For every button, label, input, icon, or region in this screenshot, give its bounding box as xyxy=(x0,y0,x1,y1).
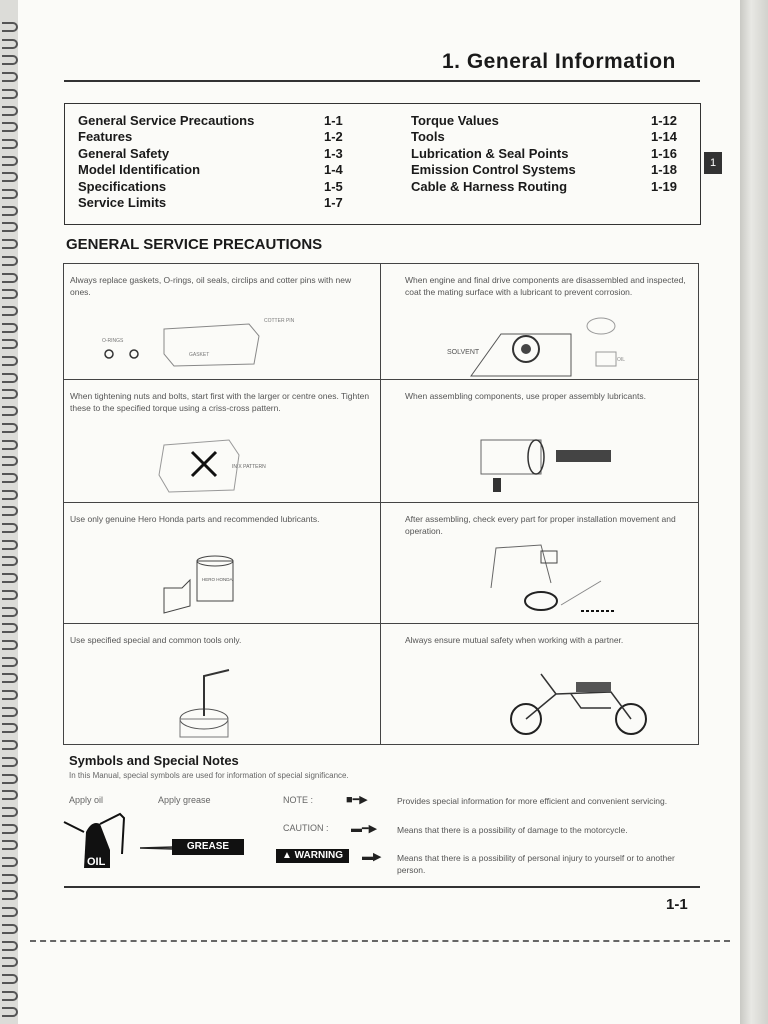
spiral-coil xyxy=(2,389,18,399)
spiral-coil xyxy=(2,573,18,583)
grease-icon: GREASE xyxy=(172,839,244,855)
precaution-text: Use specified special and common tools only. xyxy=(70,635,242,645)
symbols-title: Symbols and Special Notes xyxy=(69,753,239,768)
toc-item-page: 1-12 xyxy=(651,113,678,128)
bleed-through-line xyxy=(30,940,730,942)
spiral-coil xyxy=(2,356,18,366)
spiral-coil xyxy=(2,690,18,700)
spiral-coil xyxy=(2,189,18,199)
spiral-coil xyxy=(2,540,18,550)
precaution-cell xyxy=(64,264,381,380)
toc-item xyxy=(78,195,384,211)
toc-item-label: Torque Values xyxy=(411,113,499,128)
spiral-coil xyxy=(2,941,18,951)
spiral-coil xyxy=(2,774,18,784)
precaution-text: Always ensure mutual safety when working with a partner. xyxy=(405,635,624,645)
toc-item xyxy=(411,179,711,195)
toc-item-page: 1-1 xyxy=(324,113,343,128)
inspection-illustration xyxy=(381,503,698,623)
spiral-coil xyxy=(2,490,18,500)
precaution-text: When assembling components, use proper assembly lubricants. xyxy=(405,391,646,401)
toc-item-label: General Safety xyxy=(78,145,170,161)
spiral-coil xyxy=(2,824,18,834)
table-of-contents xyxy=(64,103,701,225)
spiral-coil xyxy=(2,172,18,182)
toc-item-label: Lubrication & Seal Points xyxy=(411,145,569,161)
special-tools-illustration xyxy=(64,624,380,744)
footer-rule xyxy=(64,886,700,888)
label-cotter-pin: COTTER PIN xyxy=(264,318,295,324)
toc-item xyxy=(78,129,384,145)
spiral-coil xyxy=(2,640,18,650)
arrow-icon: ▬▶ xyxy=(362,851,382,863)
label-oil: OIL xyxy=(617,357,626,363)
toc-item xyxy=(411,162,711,178)
toc-item xyxy=(78,113,384,129)
spiral-coil xyxy=(2,957,18,967)
spiral-coil xyxy=(2,122,18,132)
spiral-coil xyxy=(2,423,18,433)
precaution-text: After assembling, check every part for proper installation movement and operation. xyxy=(405,514,676,536)
precaution-cell xyxy=(381,380,698,503)
spiral-coil xyxy=(2,306,18,316)
toc-item-page: 1-14 xyxy=(651,129,678,145)
toc-item xyxy=(78,146,384,162)
arrow-icon: ▬━▶ xyxy=(351,823,378,835)
spiral-coil xyxy=(2,673,18,683)
toc-item-page: 1-3 xyxy=(324,145,343,161)
spiral-coil xyxy=(2,707,18,717)
note-description: Provides special information for more efficient and convenient servicing. xyxy=(397,796,668,806)
spiral-coil xyxy=(2,840,18,850)
spiral-coil xyxy=(2,156,18,166)
toc-item-page: 1-7 xyxy=(324,194,343,210)
title-rule xyxy=(64,80,700,82)
spiral-coil xyxy=(2,857,18,867)
spiral-coil xyxy=(2,39,18,49)
spiral-coil xyxy=(2,974,18,984)
spiral-coil xyxy=(2,55,18,65)
spiral-coil xyxy=(2,874,18,884)
precaution-text: Use only genuine Hero Honda parts and recommended lubricants. xyxy=(70,514,320,524)
warning-description: Means that there is a possibility of personal injury to yourself or to another person. xyxy=(397,853,675,875)
spiral-coil xyxy=(2,22,18,32)
toc-item xyxy=(78,179,384,195)
spiral-coil xyxy=(2,991,18,1001)
precaution-cell xyxy=(381,264,698,380)
spiral-coil xyxy=(2,206,18,216)
spiral-coil xyxy=(2,222,18,232)
assembly-illustration xyxy=(381,380,698,502)
spiral-coil xyxy=(2,440,18,450)
precaution-text: Always replace gaskets, O-rings, oil seals, circlips and cotter pins with new ones. xyxy=(70,275,352,297)
precaution-cell xyxy=(64,503,381,624)
spiral-coil xyxy=(2,657,18,667)
spiral-coil xyxy=(2,890,18,900)
spiral-coil xyxy=(2,807,18,817)
spiral-coil xyxy=(2,740,18,750)
toc-item xyxy=(78,162,384,178)
toc-item-page: 1-4 xyxy=(324,162,343,178)
spiral-coil xyxy=(2,924,18,934)
spiral-coil xyxy=(2,273,18,283)
spiral-coil xyxy=(2,607,18,617)
criss-cross-illustration xyxy=(64,380,380,502)
gasket-illustration xyxy=(64,264,380,379)
toc-item-page: 1-18 xyxy=(651,162,678,178)
arrow-icon: ■━▶ xyxy=(346,794,368,806)
toc-item-label: Cable & Harness Routing xyxy=(411,178,568,194)
apply-grease-label: Apply grease xyxy=(158,795,211,805)
spiral-coil xyxy=(2,406,18,416)
spiral-coil xyxy=(2,1007,18,1017)
precaution-cell xyxy=(64,624,381,744)
section-tab: 1 xyxy=(704,152,722,174)
toc-item-label: General Service Precautions xyxy=(78,113,255,128)
toc-right-column xyxy=(411,113,711,195)
spiral-coil xyxy=(2,506,18,516)
label-solvent: SOLVENT xyxy=(447,349,480,356)
spiral-coil xyxy=(2,623,18,633)
toc-item-label: Features xyxy=(78,129,133,145)
oil-can-icon xyxy=(62,810,132,870)
toc-left-column xyxy=(78,113,384,211)
spiral-coil xyxy=(2,473,18,483)
toc-item-page: 1-19 xyxy=(651,178,678,194)
spiral-coil xyxy=(2,556,18,566)
oil-can-label: OIL xyxy=(87,856,106,868)
precaution-text: When tightening nuts and bolts, start first with the larger or centre ones. Tighten these to the specified torque using a criss-cross pattern. xyxy=(70,391,370,413)
spiral-coil xyxy=(2,323,18,333)
page-stack-edge xyxy=(740,0,768,1024)
spiral-coil xyxy=(2,72,18,82)
symbols-subtitle: In this Manual, special symbols are used for information of special significance. xyxy=(69,771,349,780)
solvent-illustration xyxy=(381,264,698,379)
toc-item xyxy=(411,113,711,129)
warning-label: ▲ WARNING xyxy=(276,849,349,863)
label-gasket: GASKET xyxy=(189,352,210,358)
genuine-parts-illustration xyxy=(64,503,380,623)
toc-item-label: Tools xyxy=(411,129,445,145)
page-title: 1. General Information xyxy=(442,50,676,73)
spiral-coil xyxy=(2,723,18,733)
note-label: NOTE : xyxy=(283,795,314,805)
caution-label: CAUTION : xyxy=(283,823,329,833)
spiral-coil xyxy=(2,757,18,767)
spiral-coil xyxy=(2,790,18,800)
precaution-cell xyxy=(381,503,698,624)
spiral-coil xyxy=(2,339,18,349)
toc-item-page: 1-2 xyxy=(324,129,343,145)
spiral-coil xyxy=(2,373,18,383)
precaution-cell xyxy=(381,624,698,744)
page-number: 1-1 xyxy=(666,896,688,913)
precaution-text: When engine and final drive components are disassembled and inspected, coat the mating surface with a lubricant to prevent corrosion. xyxy=(405,275,686,297)
toc-item-label: Model Identification xyxy=(78,162,201,178)
label-x-pattern: IN X PATTERN xyxy=(232,464,266,470)
spiral-coil xyxy=(2,89,18,99)
toc-item xyxy=(411,129,711,145)
spiral-coil xyxy=(2,239,18,249)
toc-item-page: 1-16 xyxy=(651,145,678,161)
spiral-coil xyxy=(2,139,18,149)
toc-item-label: Emission Control Systems xyxy=(411,162,576,178)
spiral-coil xyxy=(2,256,18,266)
spiral-coil xyxy=(2,590,18,600)
toc-item xyxy=(411,146,711,162)
spiral-coil xyxy=(2,289,18,299)
spiral-coil xyxy=(2,523,18,533)
toc-item-page: 1-5 xyxy=(324,178,343,194)
section-heading: GENERAL SERVICE PRECAUTIONS xyxy=(66,236,323,253)
precaution-cell xyxy=(64,380,381,503)
apply-oil-label: Apply oil xyxy=(69,795,104,805)
caution-description: Means that there is a possibility of damage to the motorcycle. xyxy=(397,825,628,835)
spiral-coil xyxy=(2,907,18,917)
spiral-binding xyxy=(0,0,26,1024)
spiral-coil xyxy=(2,106,18,116)
toc-item-label: Service Limits xyxy=(78,194,167,210)
toc-item-label: Specifications xyxy=(78,178,167,194)
motorcycle-illustration xyxy=(381,624,698,744)
spiral-coil xyxy=(2,456,18,466)
precautions-grid xyxy=(63,263,699,745)
label-o-rings: O-RINGS xyxy=(102,338,124,344)
label-hero-honda: HERO HONDA xyxy=(202,577,233,582)
